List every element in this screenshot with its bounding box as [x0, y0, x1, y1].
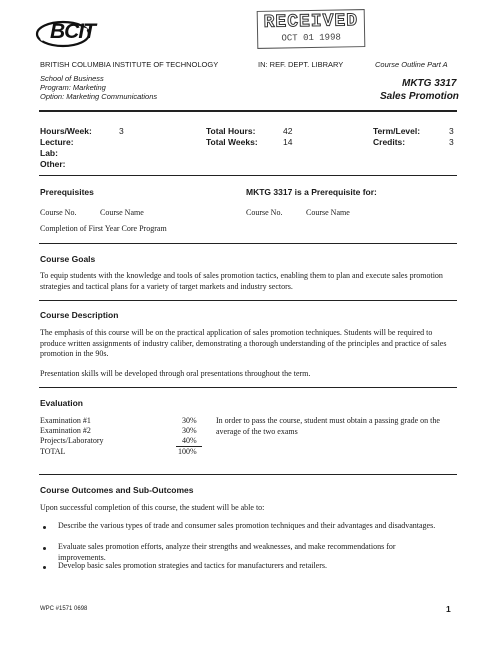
lecture-label: Lecture:	[40, 137, 74, 147]
prereq-item: Completion of First Year Core Program	[40, 224, 167, 233]
hours-divider	[39, 175, 457, 176]
option-name: Option: Marketing Communications	[40, 92, 158, 101]
header-divider	[39, 110, 457, 112]
outcome-item: Describe the various types of trade and consumer sales promotion techniques and their advantages and disadvantages.	[58, 521, 436, 530]
term-level-label: Term/Level:	[373, 126, 421, 136]
prereq-divider	[39, 243, 457, 244]
goals-text: To equip students with the knowledge and tools of sales promotion tactics, enabling them to plan and execute sales promotion strategies and tactical plans for a variety of target markets and industry sectors.	[40, 271, 443, 291]
eval-row-value: 30%	[182, 416, 197, 425]
form-code: WPC #1571 0698	[40, 606, 88, 612]
outcome-item: Develop basic sales promotion strategies and tactics for manufacturers and retailers.	[58, 561, 328, 570]
evaluation-note: In order to pass the course, student must obtain a passing grade on the average of the two exams	[216, 416, 440, 436]
eval-row-value: 30%	[182, 426, 197, 435]
goals-divider	[39, 300, 457, 301]
term-level-value: 3	[449, 126, 454, 136]
page-number: 1	[446, 604, 451, 614]
stamp-date: OCT 01 1998	[281, 32, 341, 44]
library-note: IN: REF. DEPT. LIBRARY	[258, 60, 344, 69]
outline-label: Course Outline Part A	[375, 60, 448, 69]
description-divider	[39, 387, 457, 388]
eval-row-label: Examination #2	[40, 426, 91, 435]
course-code: MKTG 3317	[402, 78, 457, 89]
received-stamp	[257, 9, 366, 49]
bullet-icon	[43, 566, 46, 569]
logo-text: BCIT	[50, 20, 95, 43]
eval-row-value: 40%	[182, 436, 197, 445]
total-hours-label: Total Hours:	[206, 126, 256, 136]
prereq-col-no: Course No.	[40, 208, 77, 217]
description-heading: Course Description	[40, 310, 119, 320]
prereq-for-col-no: Course No.	[246, 208, 283, 217]
bullet-icon	[43, 526, 46, 529]
hours-week-label: Hours/Week:	[40, 126, 92, 136]
program-name: Program: Marketing	[40, 83, 106, 92]
description-para-2: Presentation skills will be developed through oral presentations throughout the term.	[40, 369, 311, 378]
eval-row-label: Projects/Laboratory	[40, 436, 104, 445]
eval-row-label: TOTAL	[40, 447, 66, 456]
course-title: Sales Promotion	[380, 91, 459, 102]
eval-row-label: Examination #1	[40, 416, 91, 425]
school-name: School of Business	[40, 74, 104, 83]
evaluation-divider	[39, 474, 457, 475]
total-weeks-label: Total Weeks:	[206, 137, 258, 147]
total-weeks-value: 14	[283, 137, 293, 147]
prerequisites-heading: Prerequisites	[40, 187, 94, 197]
bullet-icon	[43, 547, 46, 550]
other-label: Other:	[40, 159, 66, 169]
prereq-col-name: Course Name	[100, 208, 144, 217]
prerequisite-for-heading: MKTG 3317 is a Prerequisite for:	[246, 187, 377, 197]
description-para-1: The emphasis of this course will be on the practical application of sales promotion techniques. Students will be required to produce written assignments of industry caliber, demonstrating a thorough understanding of the principles and practice of sales promotion in the 90s.	[40, 328, 447, 358]
hours-week-value: 3	[119, 126, 124, 136]
total-hours-value: 42	[283, 126, 293, 136]
outcomes-heading: Course Outcomes and Sub-Outcomes	[40, 485, 194, 495]
lab-label: Lab:	[40, 148, 58, 158]
goals-heading: Course Goals	[40, 254, 96, 264]
evaluation-heading: Evaluation	[40, 398, 83, 408]
credits-value: 3	[449, 137, 454, 147]
credits-label: Credits:	[373, 137, 406, 147]
institute-name: BRITISH COLUMBIA INSTITUTE OF TECHNOLOGY	[40, 60, 219, 69]
outcome-item: Evaluate sales promotion efforts, analyze their strengths and weaknesses, and make recommendations for improvements.	[58, 542, 396, 562]
eval-row-value: 100%	[178, 447, 197, 456]
prereq-for-col-name: Course Name	[306, 208, 350, 217]
outcomes-intro: Upon successful completion of this course, the student will be able to:	[40, 503, 265, 512]
stamp-title: RECEIVED	[263, 11, 359, 33]
